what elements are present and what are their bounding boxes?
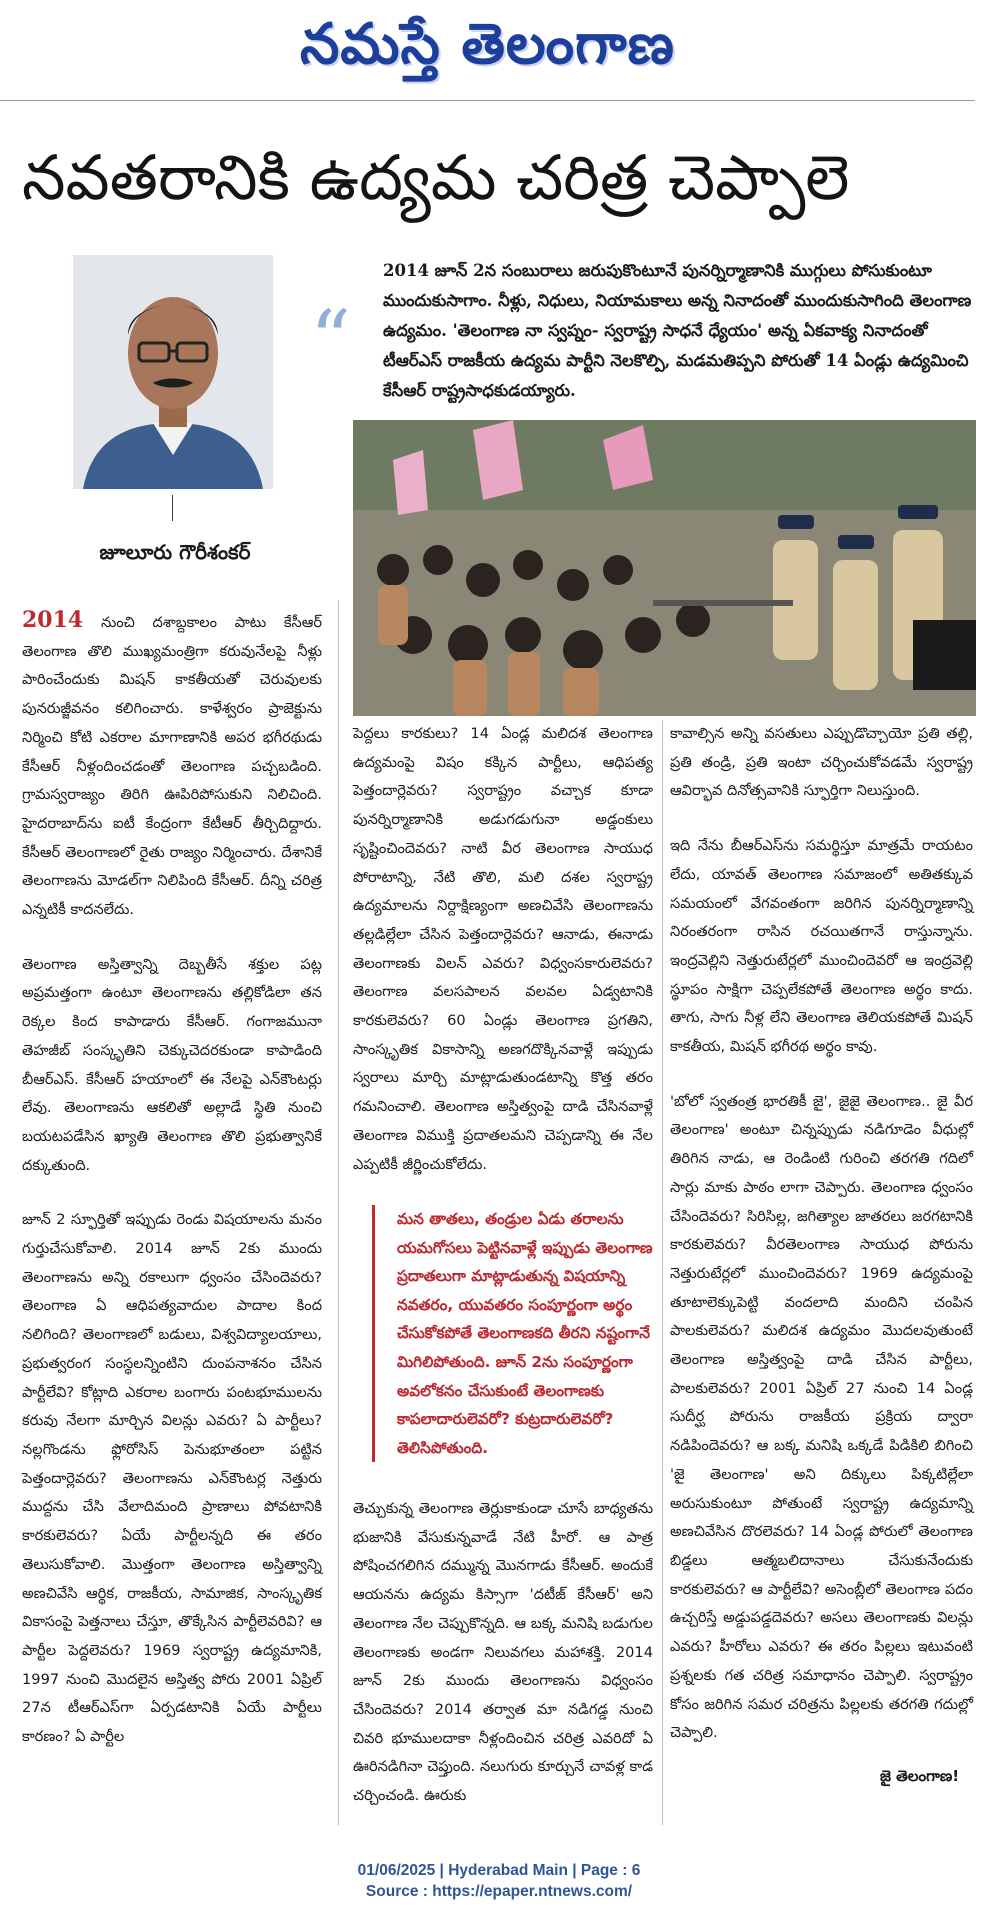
paragraph — [22, 606, 322, 925]
dropcap: 2014 — [22, 607, 84, 633]
protest-photo — [353, 420, 976, 716]
article-intro: 2014 జూన్ 2న సంబురాలు జరుపుకొంటూనే పునర్నిర్మాణానికి ముగ్గులు పోసుకుంటూ ముందుకుసాగాం. నీళ్లు, నిధులు, నియామకాలు అన్న నినాదంతో ముందుకుసాగింది తెలంగాణ ఉద్యమం. 'తెలంగాణ నా స్వప్నం- స్వరాష్ట్ర సాధనే ధ్యేయం' అన్న ఏకవాక్య నినాదంతో టీఆర్ఎస్ రాజకీయ ఉద్యమ పార్టీని నెలకొల్పి, మడమతిప్పని పోరుతో 14 ఏండ్లు ఉద్యమించి కేసీఆర్ రాష్ట్రసాధకుడయ్యారు. — [383, 261, 972, 400]
paragraph: తెలంగాణ అస్తిత్వాన్ని దెబ్బతీసే శక్తుల పట్ల అప్రమత్తంగా ఉంటూ తెలంగాణను తల్లికోడిలా తన రెక్కల కింద కాపాడారు కేసీఆర్. గంగాజమునా తెహజీబ్ సంస్కృతిని చెక్కుచెదరకుండా కాపాడింది బీఆర్ఎస్. కేసీఆర్ హయాంలో ఈ నేలపై ఎన్‌కౌంటర్లు లేవు. తెలంగాణను ఆకలితో అల్లాడే స్థితి నుంచి బయటపడేసిన ఖ్యాతి తెలంగాణ తొలి ప్రభుత్వానికే దక్కుతుంది. — [22, 955, 322, 1174]
pull-quote: మన తాతలు, తండ్రుల ఏడు తరాలను యమగోసలు పెట్టినవాళ్లే ఇప్పుడు తెలంగాణ ప్రదాతలుగా మాట్లాడుతున్న విషయాన్ని నవతరం, యువతరం సంపూర్ణంగా అర్థం చేసుకోకపోతే తెలంగాణకది తీరని నష్టంగానే మిగిలిపోతుంది. జూన్ 2ను సంపూర్ణంగా అవలోకనం చేసుకుంటే తెలంగాణకు కాపలాదారులెవరో? కుట్రదారులెవరో? తెలిసిపోతుంది. — [372, 1205, 667, 1462]
paragraph: ఇది నేను బీఆర్ఎస్‌ను సమర్థిస్తూ మాత్రమే రాయటం లేదు, యావత్ తెలంగాణ సమాజంలో అతితక్కువ సమయంలో వేగవంతంగా జరిగిన పునర్నిర్మాణాన్ని నిరంతరంగా రాసిన రచయితగానే రాస్తున్నాను. ఇంద్రవెల్లిని నెత్తురుటేర్లలో ముంచిందెవరో ఆ ఇంద్రవెల్లి స్థూపం సాక్షిగా చెప్పలేకపోతే తెలంగాణ అర్థం కాదు. తాగు, సాగు నీళ్ల లేని తెలంగాణ తెలియకపోతే మిషన్ కాకతీయ, మిషన్ భగీరథ అర్థం కావు. — [670, 837, 973, 1056]
quote-mark-icon: “ — [310, 293, 351, 386]
article-headline: నవతరానికి ఉద్యమ చరిత్ర చెప్పాలె — [22, 141, 850, 214]
author-name: జూలూరు గౌరీశంకర్ — [99, 540, 251, 564]
article-column-3 — [670, 720, 973, 1774]
article-column-2 — [353, 720, 653, 1205]
masthead-divider — [0, 100, 975, 101]
paragraph: పెద్దలు కారకులు? 14 ఏండ్ల మలిదశ తెలంగాణ ఉద్యమంపై విషం కక్కిన పార్టీలు, ఆధిపత్య పెత్తందార్లెవరు? స్వరాష్ట్రం వచ్చాక కూడా పునర్నిర్మాణానికి అడుగడుగునా అడ్డంకులు సృష్టించిందెవరు? నాటి వీర తెలంగాణ సాయుధ పోరాటాన్ని, నేటి తొలి, మలి దశల స్వరాష్ట్ర ఉద్యమాలను నిర్దాక్షిణ్యంగా అణచివేసి తెలంగాణను తల్లడిల్లేలా చేసిన పెత్తందార్లెవరు? ఆనాడు, ఈనాడు తెలంగాణకు విలన్ ఎవరు? విధ్వంసకారులెవరు? తెలంగాణ వలసపాలన వలవల ఏడ్వటానికి కారకులెవరు? 60 ఏండ్లు తెలంగాణ ప్రగతిని, సాంస్కృతిక వికాసాన్ని అణగదొక్కినవాళ్లే ఇప్పుడు స్వరాలు మార్చి మాట్లాడుతుండటాన్ని కొత్త తరం గమనించాలి. తెలంగాణ అస్తిత్వంపై దాడి చేసినవాళ్లే తెలంగాణ విముక్తి ప్రదాతలమని చెప్పడాన్ని ఈ నేల ఎప్పటికీ జీర్ణించుకోలేదు. — [353, 725, 653, 1173]
article-column-1 — [22, 606, 322, 1778]
article-signoff: జై తెలంగాణ! — [880, 1767, 960, 1785]
edition-info: 01/06/2025 | Hyderabad Main | Page : 6 — [357, 1862, 641, 1879]
masthead — [0, 0, 998, 100]
paragraph: జూన్ 2 స్ఫూర్తితో ఇప్పుడు రెండు విషయాలను మనం గుర్తుచేసుకోవాలి. 2014 జూన్ 2కు ముందు తెలంగాణను అన్ని రకాలుగా ధ్వంసం చేసిందెవరు? తెలంగాణ ఏ ఆధిపత్యవాదుల పాదాల కింద నలిగింది? తెలంగాణలో బడులు, విశ్వవిద్యాలయాలు, ప్రభుత్వరంగ సంస్థలన్నింటిని దుంపనాశనం చేసిన పార్టీలేవి? కోట్లాది ఎకరాల బంగారు పంటభూములను కరువు నేలగా మార్చిన విలన్లు ఎవరు? ఏ పార్టీలు? నల్లగొండను ఫ్లోరోసిస్ పెనుభూతంలా పట్టిన పెత్తందార్లెవరు? తెలంగాణను ఎన్‌కౌంటర్ల నెత్తురు ముద్దను చేసి వేలాదిమంది ప్రాణాలు పోవటానికి కారకులెవరు? ఏయే పార్టీలన్నది ఈ తరం తెలుసుకోవాలి. మొత్తంగా తెలంగాణ అస్తిత్వాన్ని అణచివేసి ఆర్థిక, రాజకీయ, సామాజిక, సాంస్కృతిక వికాసంపై పెత్తనాలు చేస్తూ, తొక్కేసిన పార్టీలెవరివి? ఆ పార్టీల పెద్దలెవరు? 1969 స్వరాష్ట్ర ఉద్యమానికి, 1997 నుంచి మొదలైన అస్తిత్వ పోరు 2001 ఏప్రిల్ 27న టీఆర్ఎస్‌గా ఏర్పడటానికి ఏయే పార్టీలు కారణం? ఏ పార్టీల — [22, 1211, 322, 1746]
article-column-2-continued — [353, 1495, 653, 1837]
paragraph-text: నుంచి దశాబ్దకాలం పాటు కేసీఆర్ తెలంగాణ తొలి ముఖ్యమంత్రిగా కరువునేలపై నీళ్లు పారించేందుకు మిషన్ కాకతీయతో చెరువులకు పునరుజ్జీవనం కలిగించారు. కాళేశ్వరం ప్రాజెక్టును నిర్మించి కోటి ఎకరాల మాగాణానికి అపర భగీరథుడు కేసీఆర్ నీళ్లందించడంతో తెలంగాణ పచ్చబడింది. గ్రామస్వరాజ్యం తిరిగి ఊపిరిపోసుకుని నిలిచింది. హైదరాబాద్‌ను ఐటీ కేంద్రంగా కేటీఆర్ తీర్చిదిద్దారు. కేసీఆర్ తెలంగాణలో రైతు రాజ్యం నిర్మించారు. దేశానికే తెలంగాణను మోడల్‌గా నిలిపింది కేసీఆర్. దీన్ని చరిత్ర ఎన్నటికీ కాదనలేదు. — [22, 614, 322, 919]
source-link[interactable]: Source : https://epaper.ntnews.com/ — [365, 1883, 633, 1900]
paragraph: తెచ్చుకున్న తెలంగాణ తెర్లుకాకుండా చూసే బాధ్యతను భుజానికి వేసుకున్నవాడే నేటి హీరో. ఆ పాత్ర పోషించగలిగిన దమ్మున్న మొనగాడు కేసీఆర్. అందుకే ఆయనను ఉద్యమ కిస్సాగా 'దటీజ్ కేసీఆర్' అని తెలంగాణ నేల చెప్పుకొన్నది. ఆ బక్క మనిషి బడుగుల తెలంగాణకు అండగా నిలువగలు మహాశక్తి. 2014 జూన్ 2కు ముందు తెలంగాణను విధ్వంసం చేసిందెవరు? 2014 తర్వాత మా నడిగడ్డ నుంచి చివరి భూములదాకా నీళ్లందించిన చరిత్ర ఎవరిదో ఏ ఊరినడిగినా చెప్తుంది. నలుగురు కూర్చునే చావళ్ల కాడ చర్చించండి. ఊరుకు — [353, 1500, 653, 1805]
masthead-logo: నమస్తే తెలంగాణ — [300, 12, 675, 77]
paragraph: 'బోలో స్వతంత్ర భారతికీ జై', జైజై తెలంగాణ.. జై వీర తెలంగాణ' అంటూ చిన్నప్పుడు నడిగూడెం వీధుల్లో తిరిగిన నాడు, ఆ రెండింటి గురించి తరగతి గదిలో సార్లు మాకు పాఠం లాగా చెప్పారు. తెలంగాణ ధ్వంసం చేసిందెవరు? సిరిసిల్ల, జగిత్యాల జాతరలు జరగటానికి కారకులెవరు? వీరతెలంగాణ సాయుధ పోరును నెత్తురుటేర్లలో ముంచిందెవరు? 1969 ఉద్యమంపై తూటాలెక్కుపెట్టి వందలాది మందిని చంపిన పాలకులెవరు? మలిదశ ఉద్యమం మొదలవుతుంటే తెలంగాణ అస్తిత్వంపై దాడి చేసిన పార్టీలు, పాలకులెవరు? 2001 ఏప్రిల్ 27 నుంచి 14 ఏండ్ల సుదీర్ఘ పోరును రాజకీయ ప్రక్రియ ద్వారా నడిపిందెవరు? ఆ బక్క మనిషి ఒక్కడే పిడికిలి బిగించి 'జై తెలంగాణ' అని దిక్కులు పిక్కటిల్లేలా అరుసుకుంటూ పోతుంటే స్వరాష్ట్ర ఉద్యమాన్ని అణచివేసిన దొరలెవరు? 14 ఏండ్ల పోరులో తెలంగాణ బిడ్డలు ఆత్మబలిదానాలు చేసుకునేందుకు కారకులెవరు? ఆ పార్టీలేవి? అసెంబ్లీలో తెలంగాణ పదం ఉచ్చరిస్తే అడ్డుపడ్డదెవరు? అసలు తెలంగాణకు విలన్లు ఎవరు? హీరోలు ఎవరు? ఈ తరం పిల్లలు ఇటువంటి ప్రశ్నలకు గత చరిత్ర సమాధానం చెప్పాలి. స్వరాష్ట్రం కోసం జరిగిన సమర చరిత్రను పిల్లలకు తరగతి గదుల్లో చెప్పాలి. — [670, 1092, 973, 1742]
page-footer — [0, 1860, 998, 1902]
column-divider — [338, 600, 339, 1825]
paragraph: కావాల్సిన అన్ని వసతులు ఎప్పుడొచ్చాయో ప్రతి తల్లి, ప్రతి తండ్రి, ప్రతి ఇంటా చర్చించుకోవడమే స్వరాష్ట్ర ఆవిర్భావ దినోత్సవానికి స్ఫూర్తిగా నిలుస్తుంది. — [670, 725, 973, 800]
author-connector — [172, 495, 173, 521]
author-photo — [73, 255, 273, 489]
